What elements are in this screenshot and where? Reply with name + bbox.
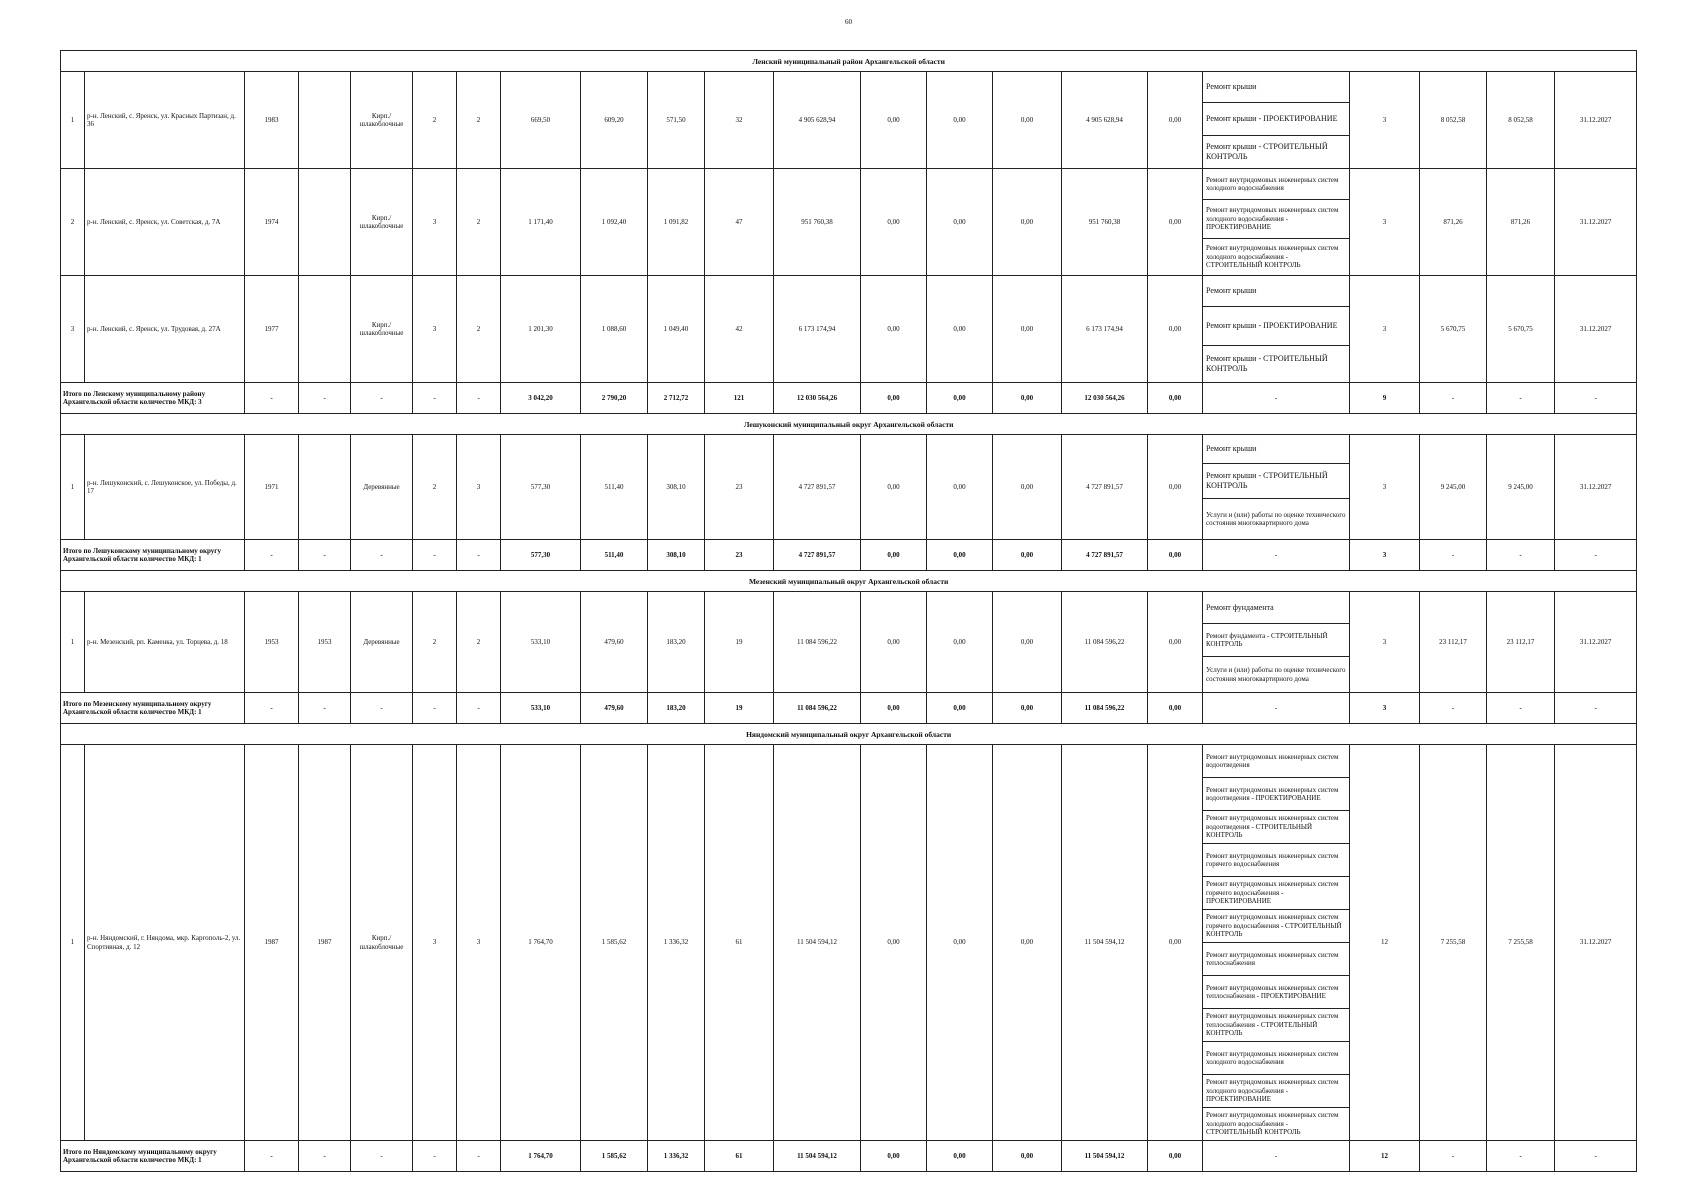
cell-fund-fed: 0,00: [861, 745, 927, 1141]
total-residents: 23: [705, 540, 774, 571]
cell-cost-total: 6 173 174,94: [774, 276, 861, 383]
total-fund-fed: 0,00: [861, 383, 927, 414]
total-fund-reg: 0,00: [927, 693, 993, 724]
cell-unit-cost: 9 245,00: [1420, 435, 1487, 540]
cell-year-built: 1977: [245, 276, 299, 383]
total-unit-cost: -: [1420, 540, 1487, 571]
total-year-reconstruction: -: [299, 693, 351, 724]
total-works-count: 12: [1350, 1141, 1420, 1172]
cell-area-residential: 1 091,82: [648, 169, 705, 276]
cell-max-unit-cost: 871,26: [1487, 169, 1555, 276]
repair-work-item: Услуги и (или) работы по оценке технического состояния многоквартирного дома: [1203, 499, 1350, 540]
total-fund-owners: 12 030 564,26: [1062, 383, 1148, 414]
total-year-built: -: [245, 383, 299, 414]
repair-work-item: Ремонт крыши - СТРОИТЕЛЬНЫЙ КОНТРОЛЬ: [1203, 346, 1350, 383]
district-header-row: [61, 571, 1637, 592]
total-area-total: 3 042,20: [501, 383, 581, 414]
repair-work-item: Ремонт крыши - СТРОИТЕЛЬНЫЙ КОНТРОЛЬ: [1203, 464, 1350, 499]
repair-work-item: Ремонт крыши: [1203, 72, 1350, 103]
total-year-reconstruction: -: [299, 540, 351, 571]
total-entrances: -: [457, 383, 501, 414]
total-area-premises: 511,40: [581, 540, 648, 571]
repair-work-item: Ремонт внутридомовых инженерных систем теплоснабжения - СТРОИТЕЛЬНЫЙ КОНТРОЛЬ: [1203, 1009, 1350, 1042]
cell-area-premises: 1 585,62: [581, 745, 648, 1141]
district-total-row: [61, 1141, 1637, 1172]
cell-max-unit-cost: 5 670,75: [1487, 276, 1555, 383]
total-works-count: 3: [1350, 693, 1420, 724]
cell-wall-material: Деревянные: [351, 592, 413, 693]
cell-floors: 3: [413, 745, 457, 1141]
total-max-unit-cost: -: [1487, 540, 1555, 571]
district-header-row: [61, 414, 1637, 435]
total-deadline: -: [1555, 1141, 1637, 1172]
repair-work-item: Ремонт крыши - ПРОЕКТИРОВАНИЕ: [1203, 307, 1350, 346]
total-wall-material: -: [351, 540, 413, 571]
district-title: Ленский муниципальный район Архангельской области: [61, 51, 1637, 72]
total-cost-total: 11 084 596,22: [774, 693, 861, 724]
total-floors: -: [413, 383, 457, 414]
cell-area-residential: 308,10: [648, 435, 705, 540]
building-number: 1: [61, 435, 85, 540]
cell-works-count: 3: [1350, 592, 1420, 693]
cell-area-total: 577,30: [501, 435, 581, 540]
cell-max-unit-cost: 8 052,58: [1487, 72, 1555, 169]
cell-area-total: 1 764,70: [501, 745, 581, 1141]
cell-cost-total: 4 905 628,94: [774, 72, 861, 169]
district-total-label: Итого по Мезенскому муниципальному округу Архангельской области количество МКД: 1: [61, 693, 245, 724]
total-cost-total: 4 727 891,57: [774, 540, 861, 571]
total-area-total: 1 764,70: [501, 1141, 581, 1172]
repair-work-item: Ремонт внутридомовых инженерных систем водоотведения - ПРОЕКТИРОВАНИЕ: [1203, 778, 1350, 811]
district-header-row: [61, 724, 1637, 745]
total-cost-total: 12 030 564,26: [774, 383, 861, 414]
cell-cost-total: 951 760,38: [774, 169, 861, 276]
district-title: Мезенский муниципальный округ Архангельской области: [61, 571, 1637, 592]
total-unit-cost: -: [1420, 1141, 1487, 1172]
total-fund-local: 0,00: [993, 1141, 1062, 1172]
cell-fund-owners: 951 760,38: [1062, 169, 1148, 276]
building-address: р-н. Ленский, с. Яренск, ул. Красных Партизан, д. 36: [85, 72, 245, 169]
cell-cost-total: 11 084 596,22: [774, 592, 861, 693]
building-row: [61, 745, 1637, 778]
cell-fund-other: 0,00: [1148, 745, 1203, 1141]
total-area-residential: 1 336,32: [648, 1141, 705, 1172]
repair-work-item: Ремонт внутридомовых инженерных систем водоотведения - СТРОИТЕЛЬНЫЙ КОНТРОЛЬ: [1203, 811, 1350, 844]
cell-floors: 2: [413, 435, 457, 540]
cell-wall-material: Кирп./шлакоблочные: [351, 276, 413, 383]
total-floors: -: [413, 693, 457, 724]
district-total-label: Итого по Лешуконскому муниципальному округу Архангельской области количество МКД: 1: [61, 540, 245, 571]
cell-fund-fed: 0,00: [861, 435, 927, 540]
total-area-total: 577,30: [501, 540, 581, 571]
repair-work-item: Ремонт внутридомовых инженерных систем водоотведения: [1203, 745, 1350, 778]
district-total-row: [61, 540, 1637, 571]
total-floors: -: [413, 540, 457, 571]
cell-wall-material: Кирп./шлакоблочные: [351, 169, 413, 276]
repair-work-item: Ремонт фундамента: [1203, 592, 1350, 624]
cell-fund-other: 0,00: [1148, 592, 1203, 693]
repair-work-item: Ремонт внутридомовых инженерных систем горячего водоснабжения - СТРОИТЕЛЬНЫЙ КОНТРОЛЬ: [1203, 910, 1350, 943]
cell-unit-cost: 23 112,17: [1420, 592, 1487, 693]
cell-fund-owners: 4 905 628,94: [1062, 72, 1148, 169]
cell-residents: 23: [705, 435, 774, 540]
cell-fund-reg: 0,00: [927, 592, 993, 693]
total-wall-material: -: [351, 693, 413, 724]
cell-year-reconstruction: [299, 435, 351, 540]
building-number: 2: [61, 169, 85, 276]
total-entrances: -: [457, 693, 501, 724]
cell-wall-material: Кирп./шлакоблочные: [351, 745, 413, 1141]
cell-year-built: 1987: [245, 745, 299, 1141]
cell-year-reconstruction: 1953: [299, 592, 351, 693]
total-fund-owners: 11 084 596,22: [1062, 693, 1148, 724]
total-works: -: [1203, 383, 1350, 414]
repair-work-item: Ремонт крыши - СТРОИТЕЛЬНЫЙ КОНТРОЛЬ: [1203, 136, 1350, 169]
cell-works-count: 12: [1350, 745, 1420, 1141]
total-year-reconstruction: -: [299, 1141, 351, 1172]
total-year-built: -: [245, 1141, 299, 1172]
cell-year-built: 1953: [245, 592, 299, 693]
total-max-unit-cost: -: [1487, 383, 1555, 414]
cell-unit-cost: 7 255,58: [1420, 745, 1487, 1141]
building-address: р-н. Лешуконский, с. Лешуконское, ул. Победы, д. 17: [85, 435, 245, 540]
cell-year-reconstruction: 1987: [299, 745, 351, 1141]
building-row: [61, 435, 1637, 464]
total-fund-fed: 0,00: [861, 693, 927, 724]
building-row: [61, 72, 1637, 103]
cell-entrances: 2: [457, 592, 501, 693]
total-year-reconstruction: -: [299, 383, 351, 414]
cell-residents: 61: [705, 745, 774, 1141]
total-works: -: [1203, 1141, 1350, 1172]
repair-work-item: Ремонт крыши - ПРОЕКТИРОВАНИЕ: [1203, 103, 1350, 136]
total-fund-fed: 0,00: [861, 540, 927, 571]
total-area-premises: 2 790,20: [581, 383, 648, 414]
repair-work-item: Ремонт внутридомовых инженерных систем холодного водоснабжения: [1203, 1042, 1350, 1075]
total-wall-material: -: [351, 1141, 413, 1172]
cell-unit-cost: 8 052,58: [1420, 72, 1487, 169]
total-max-unit-cost: -: [1487, 693, 1555, 724]
total-area-premises: 1 585,62: [581, 1141, 648, 1172]
cell-entrances: 2: [457, 169, 501, 276]
cell-fund-owners: 6 173 174,94: [1062, 276, 1148, 383]
cell-max-unit-cost: 9 245,00: [1487, 435, 1555, 540]
cell-area-premises: 1 092,40: [581, 169, 648, 276]
total-fund-reg: 0,00: [927, 1141, 993, 1172]
cell-area-premises: 1 088,60: [581, 276, 648, 383]
building-row: [61, 592, 1637, 624]
total-year-built: -: [245, 540, 299, 571]
cell-year-reconstruction: [299, 72, 351, 169]
building-number: 1: [61, 592, 85, 693]
repair-work-item: Услуги и (или) работы по оценке технического состояния многоквартирного дома: [1203, 657, 1350, 693]
cell-fund-fed: 0,00: [861, 592, 927, 693]
cell-floors: 3: [413, 169, 457, 276]
total-fund-local: 0,00: [993, 383, 1062, 414]
cell-area-premises: 609,20: [581, 72, 648, 169]
cell-residents: 32: [705, 72, 774, 169]
total-deadline: -: [1555, 540, 1637, 571]
total-floors: -: [413, 1141, 457, 1172]
total-residents: 121: [705, 383, 774, 414]
page-number: 60: [845, 18, 852, 26]
repair-work-item: Ремонт внутридомовых инженерных систем холодного водоснабжения - СТРОИТЕЛЬНЫЙ КОНТРОЛЬ: [1203, 1108, 1350, 1141]
cell-fund-other: 0,00: [1148, 72, 1203, 169]
cell-area-premises: 479,60: [581, 592, 648, 693]
district-title: Лешуконский муниципальный округ Архангельской области: [61, 414, 1637, 435]
repair-work-item: Ремонт внутридомовых инженерных систем холодного водоснабжения - ПРОЕКТИРОВАНИЕ: [1203, 1075, 1350, 1108]
total-fund-reg: 0,00: [927, 540, 993, 571]
building-number: 1: [61, 745, 85, 1141]
total-fund-other: 0,00: [1148, 383, 1203, 414]
total-fund-other: 0,00: [1148, 1141, 1203, 1172]
cell-cost-total: 4 727 891,57: [774, 435, 861, 540]
cell-year-built: 1971: [245, 435, 299, 540]
cell-fund-local: 0,00: [993, 745, 1062, 1141]
cell-wall-material: Деревянные: [351, 435, 413, 540]
cell-year-built: 1974: [245, 169, 299, 276]
cell-max-unit-cost: 7 255,58: [1487, 745, 1555, 1141]
building-address: р-н. Ленский, с. Яренск, ул. Трудовая, д. 27А: [85, 276, 245, 383]
repair-work-item: Ремонт фундамента - СТРОИТЕЛЬНЫЙ КОНТРОЛЬ: [1203, 624, 1350, 657]
cell-area-residential: 1 049,40: [648, 276, 705, 383]
repair-work-item: Ремонт внутридомовых инженерных систем холодного водоснабжения - ПРОЕКТИРОВАНИЕ: [1203, 200, 1350, 239]
cell-works-count: 3: [1350, 169, 1420, 276]
cell-fund-reg: 0,00: [927, 745, 993, 1141]
cell-fund-local: 0,00: [993, 276, 1062, 383]
cell-fund-reg: 0,00: [927, 435, 993, 540]
cell-deadline: 31.12.2027: [1555, 276, 1637, 383]
cell-fund-owners: 4 727 891,57: [1062, 435, 1148, 540]
cell-area-total: 533,10: [501, 592, 581, 693]
cell-deadline: 31.12.2027: [1555, 72, 1637, 169]
total-area-residential: 308,10: [648, 540, 705, 571]
total-deadline: -: [1555, 693, 1637, 724]
cell-residents: 47: [705, 169, 774, 276]
cell-fund-other: 0,00: [1148, 435, 1203, 540]
cell-entrances: 3: [457, 745, 501, 1141]
repair-work-item: Ремонт внутридомовых инженерных систем горячего водоснабжения - ПРОЕКТИРОВАНИЕ: [1203, 877, 1350, 910]
cell-fund-local: 0,00: [993, 592, 1062, 693]
cell-area-total: 669,50: [501, 72, 581, 169]
building-row: [61, 276, 1637, 307]
total-area-total: 533,10: [501, 693, 581, 724]
cell-cost-total: 11 504 594,12: [774, 745, 861, 1141]
cell-year-reconstruction: [299, 276, 351, 383]
cell-fund-reg: 0,00: [927, 276, 993, 383]
total-fund-fed: 0,00: [861, 1141, 927, 1172]
building-number: 1: [61, 72, 85, 169]
district-total-label: Итого по Ленскому муниципальному району Архангельской области количество МКД: 3: [61, 383, 245, 414]
cell-area-total: 1 201,30: [501, 276, 581, 383]
cell-fund-owners: 11 084 596,22: [1062, 592, 1148, 693]
cell-entrances: 2: [457, 72, 501, 169]
total-residents: 19: [705, 693, 774, 724]
total-deadline: -: [1555, 383, 1637, 414]
district-total-row: [61, 383, 1637, 414]
cell-area-residential: 183,20: [648, 592, 705, 693]
cell-fund-fed: 0,00: [861, 169, 927, 276]
total-fund-local: 0,00: [993, 540, 1062, 571]
cell-residents: 19: [705, 592, 774, 693]
total-fund-other: 0,00: [1148, 540, 1203, 571]
cell-area-total: 1 171,40: [501, 169, 581, 276]
cell-fund-local: 0,00: [993, 72, 1062, 169]
cell-fund-local: 0,00: [993, 435, 1062, 540]
total-fund-owners: 4 727 891,57: [1062, 540, 1148, 571]
cell-unit-cost: 871,26: [1420, 169, 1487, 276]
cell-floors: 3: [413, 276, 457, 383]
total-fund-local: 0,00: [993, 693, 1062, 724]
cell-area-residential: 571,50: [648, 72, 705, 169]
cell-floors: 2: [413, 72, 457, 169]
cell-fund-reg: 0,00: [927, 169, 993, 276]
district-total-row: [61, 693, 1637, 724]
total-fund-owners: 11 504 594,12: [1062, 1141, 1148, 1172]
repair-work-item: Ремонт крыши: [1203, 276, 1350, 307]
cell-year-built: 1983: [245, 72, 299, 169]
total-cost-total: 11 504 594,12: [774, 1141, 861, 1172]
repair-work-item: Ремонт внутридомовых инженерных систем теплоснабжения: [1203, 943, 1350, 976]
repair-work-item: Ремонт внутридомовых инженерных систем холодного водоснабжения: [1203, 169, 1350, 200]
total-works: -: [1203, 693, 1350, 724]
cell-deadline: 31.12.2027: [1555, 435, 1637, 540]
repair-work-item: Ремонт внутридомовых инженерных систем горячего водоснабжения: [1203, 844, 1350, 877]
building-number: 3: [61, 276, 85, 383]
total-max-unit-cost: -: [1487, 1141, 1555, 1172]
capital-repair-table: [60, 50, 1637, 1172]
cell-fund-fed: 0,00: [861, 72, 927, 169]
total-fund-reg: 0,00: [927, 383, 993, 414]
cell-unit-cost: 5 670,75: [1420, 276, 1487, 383]
cell-year-reconstruction: [299, 169, 351, 276]
cell-area-residential: 1 336,32: [648, 745, 705, 1141]
total-wall-material: -: [351, 383, 413, 414]
cell-deadline: 31.12.2027: [1555, 169, 1637, 276]
cell-works-count: 3: [1350, 276, 1420, 383]
repair-work-item: Ремонт внутридомовых инженерных систем теплоснабжения - ПРОЕКТИРОВАНИЕ: [1203, 976, 1350, 1009]
cell-deadline: 31.12.2027: [1555, 745, 1637, 1141]
repair-work-item: Ремонт крыши: [1203, 435, 1350, 464]
cell-residents: 42: [705, 276, 774, 383]
building-address: р-н. Мезенский, рп. Каменка, ул. Торцева, д. 18: [85, 592, 245, 693]
total-residents: 61: [705, 1141, 774, 1172]
cell-entrances: 2: [457, 276, 501, 383]
cell-works-count: 3: [1350, 435, 1420, 540]
total-works-count: 3: [1350, 540, 1420, 571]
cell-floors: 2: [413, 592, 457, 693]
total-area-residential: 2 712,72: [648, 383, 705, 414]
repair-work-item: Ремонт внутридомовых инженерных систем холодного водоснабжения - СТРОИТЕЛЬНЫЙ КОНТРОЛЬ: [1203, 239, 1350, 276]
total-entrances: -: [457, 1141, 501, 1172]
cell-fund-reg: 0,00: [927, 72, 993, 169]
cell-entrances: 3: [457, 435, 501, 540]
total-year-built: -: [245, 693, 299, 724]
total-area-residential: 183,20: [648, 693, 705, 724]
cell-deadline: 31.12.2027: [1555, 592, 1637, 693]
cell-fund-other: 0,00: [1148, 169, 1203, 276]
building-row: [61, 169, 1637, 200]
total-works-count: 9: [1350, 383, 1420, 414]
total-unit-cost: -: [1420, 383, 1487, 414]
total-unit-cost: -: [1420, 693, 1487, 724]
total-works: -: [1203, 540, 1350, 571]
cell-fund-local: 0,00: [993, 169, 1062, 276]
cell-max-unit-cost: 23 112,17: [1487, 592, 1555, 693]
cell-fund-owners: 11 504 594,12: [1062, 745, 1148, 1141]
district-header-row: [61, 51, 1637, 72]
district-title: Няндомский муниципальный округ Архангельской области: [61, 724, 1637, 745]
total-area-premises: 479,60: [581, 693, 648, 724]
building-address: р-н. Ленский, с. Яренск, ул. Советская, д. 7А: [85, 169, 245, 276]
district-total-label: Итого по Няндомскому муниципальному округу Архангельской области количество МКД: 1: [61, 1141, 245, 1172]
cell-area-premises: 511,40: [581, 435, 648, 540]
cell-wall-material: Кирп./шлакоблочные: [351, 72, 413, 169]
total-fund-other: 0,00: [1148, 693, 1203, 724]
cell-fund-fed: 0,00: [861, 276, 927, 383]
building-address: р-н. Няндомский, г. Няндома, мкр. Каргополь-2, ул. Спортивная, д. 12: [85, 745, 245, 1141]
cell-fund-other: 0,00: [1148, 276, 1203, 383]
cell-works-count: 3: [1350, 72, 1420, 169]
total-entrances: -: [457, 540, 501, 571]
